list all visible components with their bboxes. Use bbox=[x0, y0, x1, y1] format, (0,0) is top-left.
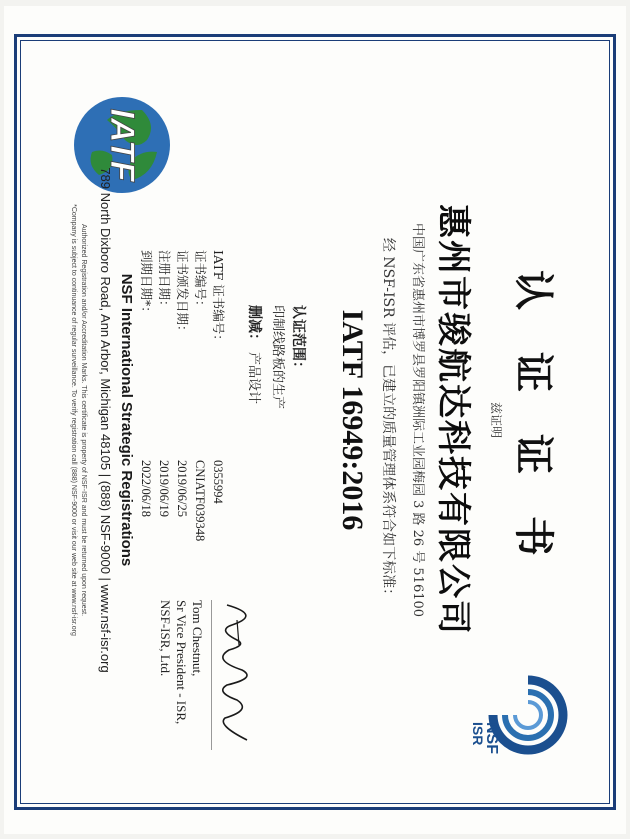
scope-value: 印制线路板的生产 bbox=[270, 305, 285, 410]
signer-name: Tom Chestnut, bbox=[190, 600, 205, 677]
scope-label: 认证范围： bbox=[290, 305, 306, 375]
nsf-logo-text: NSF bbox=[483, 722, 500, 754]
exclusion-value: 产品设计 bbox=[246, 352, 261, 405]
isr-logo-text: ISR bbox=[470, 722, 486, 746]
assessment-statement: 经 NSF-ISR 评估，已建立的质量管理体系符合如下标准： bbox=[380, 237, 396, 603]
certificate-subtitle: 兹证明 bbox=[489, 401, 503, 438]
issuer-name: NSF International Strategic Registrations bbox=[118, 273, 135, 567]
signature-line bbox=[211, 600, 212, 750]
expiry-date-label: 到期日期*： bbox=[139, 250, 154, 319]
certificate-number-value: CNIATF039348 bbox=[193, 460, 207, 542]
fine-print-1: Authorized Registration and/or Accreditation Marks. This certificate is property of NSF-ISR and must be returned upon request. bbox=[80, 223, 87, 617]
iatf-logo-text: IATF bbox=[103, 108, 141, 182]
company-address: 中国广东省惠州市博罗县罗阳镇洲际工业园梅园 3 路 26 号 516100 bbox=[410, 222, 425, 618]
detail-labels bbox=[137, 250, 227, 347]
expiry-date-value: 2022/06/18 bbox=[139, 460, 153, 517]
handwritten-signature bbox=[207, 600, 267, 750]
certificate-number-label: 证书编号： bbox=[193, 250, 208, 313]
company-name: 惠州市骏航达科技有限公司 bbox=[433, 204, 473, 636]
certificate-title: 认 证 证 书 bbox=[510, 270, 557, 570]
issue-date-value: 2019/06/25 bbox=[175, 460, 189, 517]
fine-print-2: *Company is subject to continuance of regular surveillance. To verify registration call (888) NSF-9000 or visit our web site at www.nsf-isr.org bbox=[70, 204, 77, 636]
standard-name: IATF 16949:2016 bbox=[336, 309, 369, 531]
detail-values bbox=[137, 460, 227, 541]
issue-date-label: 证书颁发日期： bbox=[175, 250, 190, 338]
signer-title: Sr Vice President - ISR, bbox=[174, 600, 189, 725]
signer-org: NSF-ISR, Ltd. bbox=[158, 600, 173, 677]
certificate-content bbox=[25, 40, 605, 800]
iatf-number-label: IATF 证书编号： bbox=[211, 250, 226, 347]
registration-date-label: 注册日期： bbox=[157, 250, 172, 313]
signer-block bbox=[157, 600, 205, 724]
registration-date-value: 2019/06/19 bbox=[157, 460, 171, 517]
issuer-contact: 789 North Dixboro Road, Ann Arbor, Michigan 48105 | (888) NSF-9000 | www.nsf-isr.org bbox=[98, 167, 113, 673]
iatf-number-value: 0355994 bbox=[211, 460, 225, 504]
exclusion-label: 删减： bbox=[246, 305, 262, 347]
